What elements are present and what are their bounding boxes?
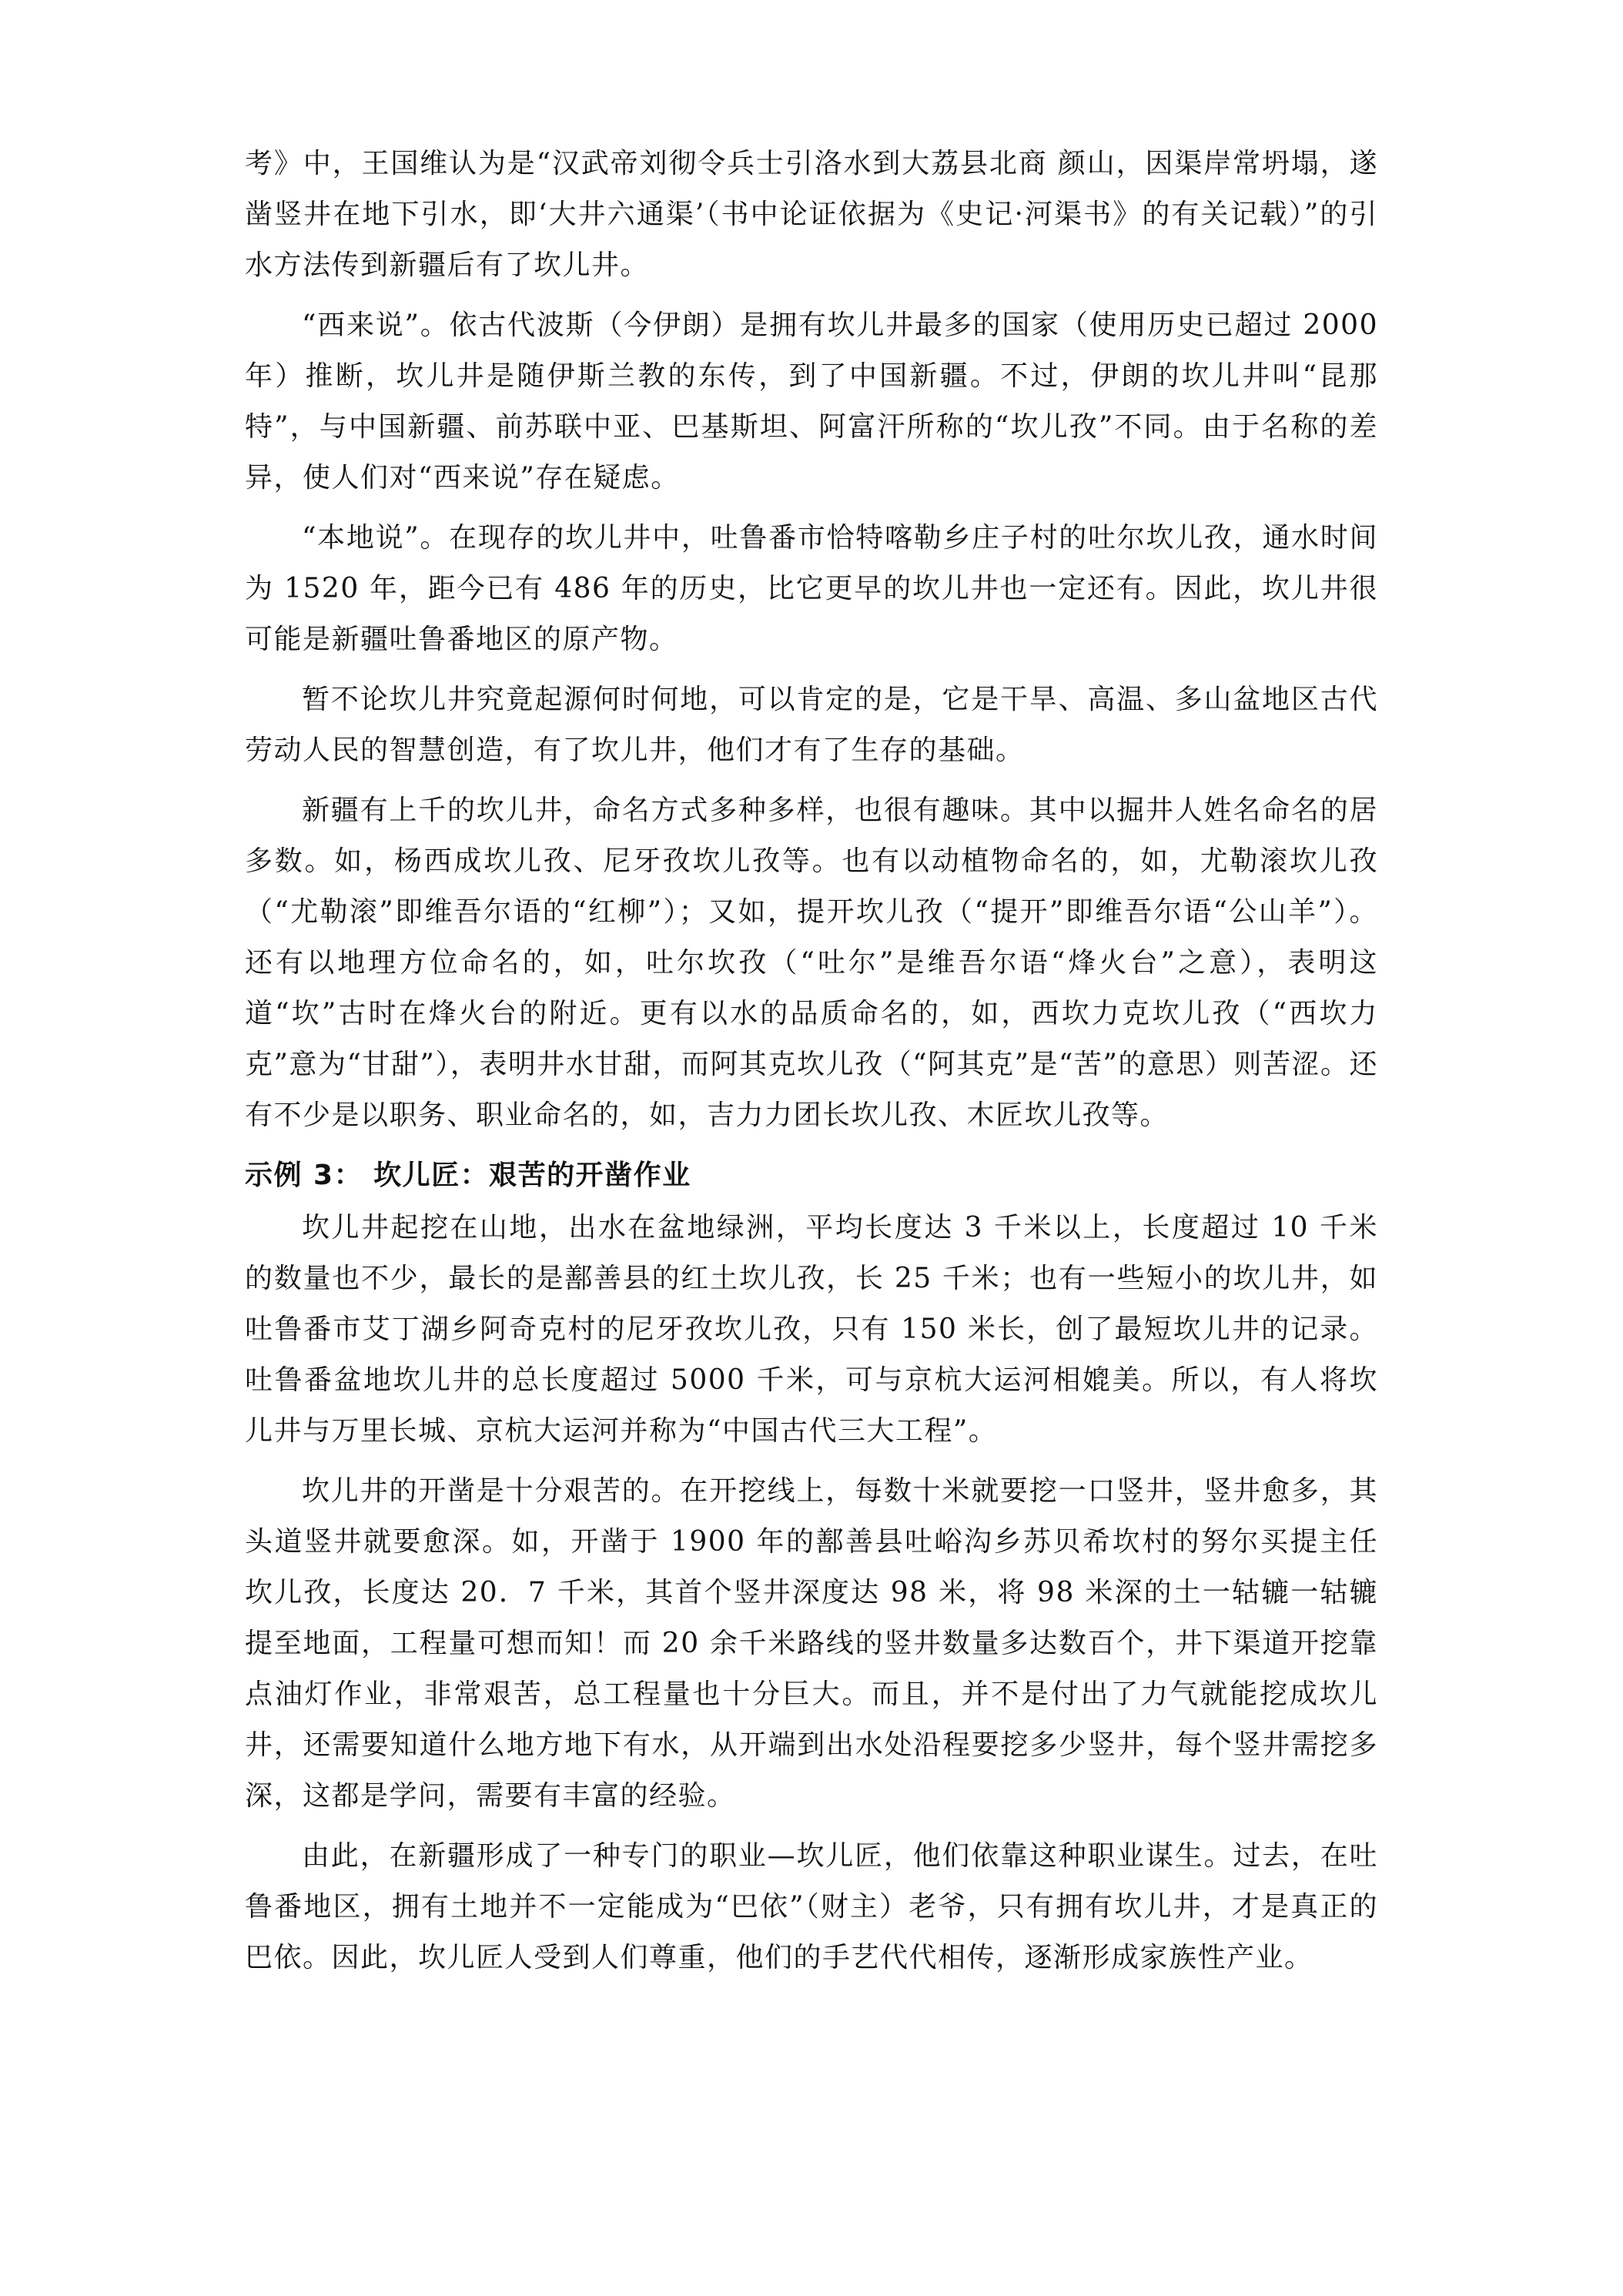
paragraph-craftsmen: 由此，在新疆形成了一种专门的职业—坎儿匠，他们依靠这种职业谋生。过去，在吐鲁番地区，拥有土地并不一定能成为“巴依”（财主）老爷，只有拥有坎儿井，才是真正的巴依。因此，坎儿匠人受到人们尊重，他们的手艺代代相传，逐渐形成家族性产业。	[245, 1840, 1378, 1973]
paragraph-conclusion: 暂不论坎儿井究竟起源何时何地，可以肯定的是，它是干旱、高温、多山盆地区古代劳动人民的智慧创造，有了坎儿井，他们才有了生存的基础。	[245, 684, 1378, 766]
paragraph-excavation: 坎儿井的开凿是十分艰苦的。在开挖线上，每数十米就要挖一口竖井，竖井愈多，其头道竖井就要愈深。如，开凿于 1900 年的鄯善县吐峪沟乡苏贝希坎村的努尔买提主任坎儿孜，长度达 20．7 千米，其首个竖井深度达 98 米，将 98 米深的土一轱辘一轱辘提至地面，工程量可想而知！而 20 余千米路线的竖井数量多达数百个，井下渠道开挖靠点油灯作业，非常艰苦，总工程量也十分巨大。而且，并不是付出了力气就能挖成坎儿井，还需要知道什么地方地下有水，从开端到出水处沿程要挖多少竖井，每个竖井需挖多深，这都是学问，需要有丰富的经验。	[245, 1475, 1378, 1812]
paragraph-length: 坎儿井起挖在山地，出水在盆地绿洲，平均长度达 3 千米以上，长度超过 10 千米的数量也不少，最长的是鄯善县的红土坎儿孜，长 25 千米；也有一些短小的坎儿井，如吐鲁番市艾丁湖乡阿奇克村的尼牙孜坎儿孜，只有 150 米长，创了最短坎儿井的记录。吐鲁番盆地坎儿井的总长度超过 5000 千米，可与京杭大运河相媲美。所以，有人将坎儿井与万里长城、京杭大运河并称为“中国古代三大工程”。	[245, 1212, 1378, 1447]
paragraph-naming: 新疆有上千的坎儿井，命名方式多种多样，也很有趣味。其中以掘井人姓名命名的居多数。如，杨西成坎儿孜、尼牙孜坎儿孜等。也有以动植物命名的，如，尤勒滚坎儿孜（“尤勒滚”即维吾尔语的“红柳”）；又如，提开坎儿孜（“提开”即维吾尔语“公山羊”）。还有以地理方位命名的，如，吐尔坎孜（“吐尔”是维吾尔语“烽火台”之意），表明这道“坎”古时在烽火台的附近。更有以水的品质命名的，如，西坎力克坎儿孜（“西坎力克”意为“甘甜”），表明井水甘甜，而阿其克坎儿孜（“阿其克”是“苦”的意思）则苦涩。还有不少是以职务、职业命名的，如，吉力力团长坎儿孜、木匠坎儿孜等。	[245, 795, 1378, 1131]
paragraph-local-origin: “本地说”。在现存的坎儿井中，吐鲁番市恰特喀勒乡庄子村的吐尔坎儿孜，通水时间为 1520 年，距今已有 486 年的历史，比它更早的坎儿井也一定还有。因此，坎儿井很可能是新疆吐鲁番地区的原产物。	[245, 522, 1378, 655]
section-heading: 示例 3： 坎儿匠：艰苦的开凿作业	[245, 1160, 691, 1191]
paragraph-continuation: 考》中，王国维认为是“汉武帝刘彻令兵士引洛水到大荔县北商 颜山，因渠岸常坍塌，遂凿竖井在地下引水，即‘大井六通渠’（书中论证依据为《史记·河渠书》的有关记载）”的引水方法传到新疆后有了坎儿井。	[245, 148, 1378, 281]
paragraph-west-origin: “西来说”。依古代波斯（今伊朗）是拥有坎儿井最多的国家（使用历史已超过 2000 年）推断，坎儿井是随伊斯兰教的东传，到了中国新疆。不过，伊朗的坎儿井叫“昆那特”，与中国新疆、前苏联中亚、巴基斯坦、阿富汗所称的“坎儿孜”不同。由于名称的差异，使人们对“西来说”存在疑虑。	[245, 310, 1378, 494]
document-body	[245, 139, 1378, 1993]
